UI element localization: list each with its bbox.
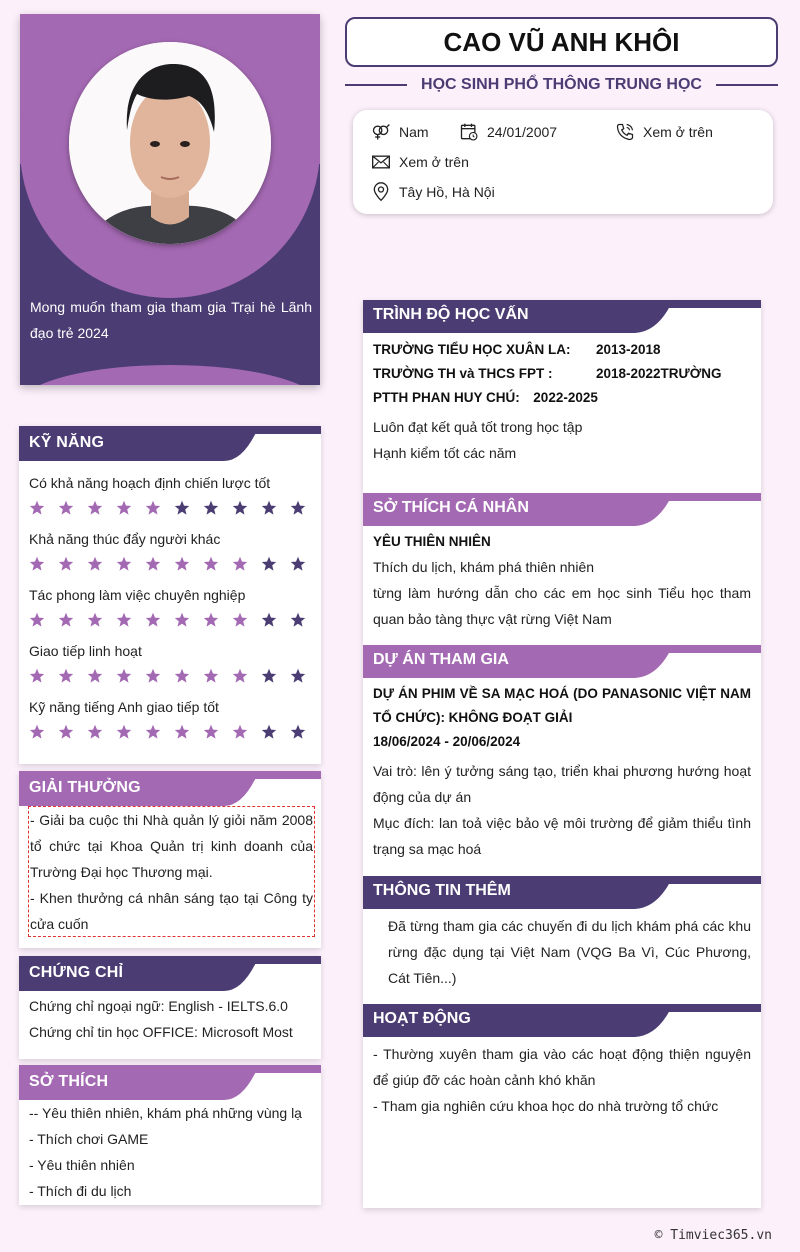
contact-email [371,152,469,172]
project-name: DỰ ÁN PHIM VỀ SA MẠC HOÁ (DO PANASONIC VIỆT NAM TỔ CHỨC): KHÔNG ĐOẠT GIẢI [373,686,751,725]
star-icon [87,723,116,741]
star-icon [232,499,261,517]
skills-list [19,461,321,741]
star-icon [290,555,319,573]
more-info-text: Đã từng tham gia các chuyến đi du lịch khám phá các khu rừng đặc dụng tại Việt Nam (VQG Ba Vì, Cúc Phương, Cát Tiên...) [388,918,751,986]
awards-box [28,806,315,937]
star-icon [116,555,145,573]
star-icon [203,555,232,573]
contact-box [353,110,773,214]
star-icon [232,555,261,573]
avatar-card [20,14,320,385]
activities-body [373,1041,751,1119]
hobby-item: - Thích đi du lịch [29,1183,132,1199]
certificates-title: CHỨNG CHỈ [29,964,124,981]
award-item: - Giải ba cuộc thi Nhà quản lý giỏi năm 2008 tổ chức tại Khoa Quản trị kinh doanh của Trường Đại học Thương mại. [30,812,313,880]
skill-label: Tác phong làm việc chuyên nghiệp [29,587,246,603]
star-icon [58,555,87,573]
contact-address [371,182,495,202]
star-icon [290,723,319,741]
skill-rating [29,555,321,573]
star-icon [290,499,319,517]
star-icon [145,611,174,629]
certificates-section [19,956,321,1059]
star-icon [29,611,58,629]
skill-rating [29,499,321,517]
award-item: - Khen thưởng cá nhân sáng tạo tại Công ty cửa cuốn [30,890,313,932]
school-name: TRƯỜNG TIỂU HỌC XUÂN LA: [373,342,571,357]
certificates-header [19,956,321,991]
star-icon [290,611,319,629]
hobby-item: - Thích chơi GAME [29,1131,149,1147]
projects-title: DỰ ÁN THAM GIA [373,651,509,668]
education-title: TRÌNH ĐỘ HỌC VẤN [373,306,529,323]
star-icon [87,667,116,685]
star-icon [145,499,174,517]
address-value: Tây Hồ, Hà Nội [399,184,495,200]
star-icon [29,667,58,685]
star-icon [29,555,58,573]
star-icon [261,555,290,573]
star-icon [116,499,145,517]
star-icon [116,611,145,629]
job-title: HỌC SINH PHỔ THÔNG TRUNG HỌC [421,76,702,93]
star-icon [290,667,319,685]
contact-birthday [459,122,557,142]
activity-item: - Tham gia nghiên cứu khoa học do nhà trường tổ chức [373,1098,719,1114]
education-entry [373,362,751,386]
hobbies-list [19,1100,321,1204]
star-icon [145,555,174,573]
interests-line: Thích du lịch, khám phá thiên nhiên [373,559,595,575]
education-note: Luôn đạt kết quả tốt trong học tập [373,419,583,435]
star-icon [174,499,203,517]
education-header [363,300,761,333]
contact-gender [371,122,429,142]
interests-heading: YÊU THIÊN NHIÊN [373,534,491,549]
star-icon [58,611,87,629]
awards-header [19,771,321,806]
career-objective: Mong muốn tham gia tham gia Trại hè Lãnh đạo trẻ 2024 [30,299,312,341]
education-entry [373,338,751,362]
more-info-title: THÔNG TIN THÊM [373,882,511,899]
skill-label: Giao tiếp linh hoạt [29,643,142,659]
avatar-card-bottom-wave [20,365,320,385]
star-icon [261,611,290,629]
more-info-header [363,876,761,909]
education-body [373,338,751,466]
projects-header [363,645,761,678]
school-name: PTTH PHAN HUY CHÚ: [373,390,520,405]
hobby-item: -- Yêu thiên nhiên, khám phá những vùng lạ [29,1105,302,1121]
interests-title: SỞ THÍCH CÁ NHÂN [373,499,529,516]
star-icon [87,499,116,517]
phone-value: Xem ở trên [643,124,713,140]
birthday-value: 24/01/2007 [487,124,558,140]
hobbies-header [19,1065,321,1100]
skills-section [19,426,321,764]
star-icon [261,723,290,741]
mail-icon [371,152,391,172]
role-line [345,73,778,97]
skill-label: Khả năng thúc đẩy người khác [29,531,221,547]
interests-header [363,493,761,526]
star-icon [174,555,203,573]
star-icon [261,667,290,685]
star-icon [232,611,261,629]
project-role: Vai trò: lên ý tưởng sáng tạo, triển khai phương hướng hoạt động của dự án [373,763,751,805]
projects-body [373,682,751,862]
school-years: 2022-2025 [533,390,598,405]
project-dates: 18/06/2024 - 20/06/2024 [373,734,521,749]
star-icon [58,723,87,741]
location-pin-icon [371,182,391,202]
star-icon [58,667,87,685]
activities-title: HOẠT ĐỘNG [373,1010,471,1027]
skills-title: KỸ NĂNG [29,434,105,451]
skills-header [19,426,321,461]
activities-header [363,1004,761,1037]
phone-icon [615,122,635,142]
skill-rating [29,667,321,685]
project-purpose: Mục đích: lan toả việc bảo vệ môi trường để giảm thiểu tình trạng sa mạc hoá [373,815,751,857]
awards-title: GIẢI THƯỞNG [29,779,141,796]
skill-label: Có khả năng hoạch định chiến lược tốt [29,475,271,491]
star-icon [58,499,87,517]
avatar [69,42,271,244]
star-icon [116,723,145,741]
certificate-item: Chứng chỉ tin học OFFICE: Microsoft Most [29,1024,293,1040]
interests-line: từng làm hướng dẫn cho các em học sinh Tiểu học tham quan bảo tàng thực vật rừng Việt Nam [373,585,751,627]
contact-phone [615,122,713,142]
full-name: CAO VŨ ANH KHÔI [345,17,778,67]
star-icon [203,667,232,685]
star-icon [261,499,290,517]
skill-rating [29,611,321,629]
school-years: 2013-2018 [596,342,661,357]
star-icon [203,723,232,741]
calendar-icon [459,122,479,142]
footer-watermark[interactable]: © Timviec365.vn [654,1228,772,1243]
interests-body [373,530,751,632]
gender-value: Nam [399,124,429,140]
skill-label: Kỹ năng tiếng Anh giao tiếp tốt [29,699,219,715]
star-icon [116,667,145,685]
education-note: Hạnh kiểm tốt các năm [373,445,517,461]
email-value: Xem ở trên [399,154,469,170]
hobbies-title: SỞ THÍCH [29,1073,109,1090]
star-icon [29,723,58,741]
star-icon [174,723,203,741]
star-icon [87,611,116,629]
star-icon [145,723,174,741]
hobbies-section [19,1065,321,1205]
star-icon [203,611,232,629]
profile-photo [69,42,271,244]
certificate-item: Chứng chỉ ngoại ngữ: English - IELTS.6.0 [29,998,288,1014]
school-name: TRƯỜNG TH và THCS FPT : [373,366,553,381]
awards-section [19,771,321,948]
star-icon [232,667,261,685]
main-content-panel [363,300,761,1208]
star-icon [174,667,203,685]
gender-icon [371,122,391,142]
star-icon [174,611,203,629]
education-entry [373,386,751,410]
certificates-list [19,991,321,1045]
activity-item: - Thường xuyên tham gia vào các hoạt động thiện nguyện để giúp đỡ các hoàn cảnh khó khăn [373,1046,751,1088]
star-icon [145,667,174,685]
star-icon [87,555,116,573]
skill-rating [29,723,321,741]
star-icon [29,499,58,517]
hobby-item: - Yêu thiên nhiên [29,1157,135,1173]
star-icon [203,499,232,517]
school-years: 2018-2022TRƯỜNG [596,366,722,381]
star-icon [232,723,261,741]
